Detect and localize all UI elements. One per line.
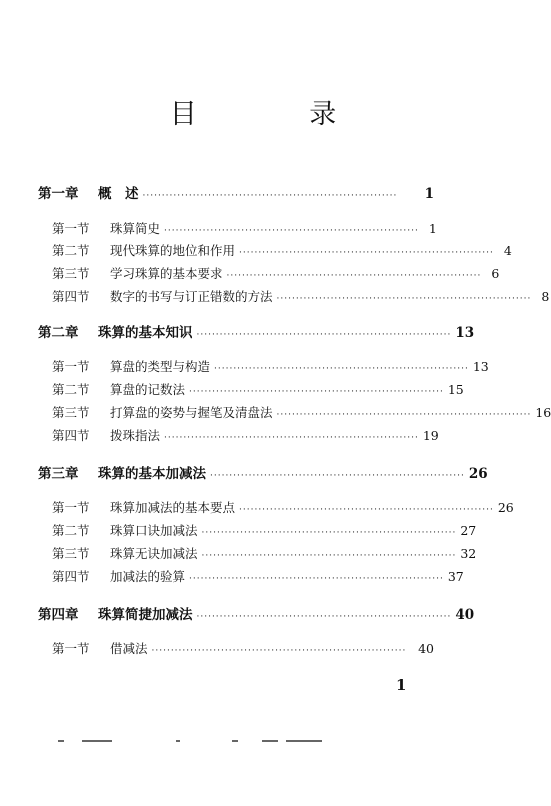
dot-leader: ·································································· <box>196 612 452 622</box>
section-title: 打算盘的姿势与握笔及清盘法 <box>110 405 273 420</box>
toc-section-3-4[interactable] <box>52 567 464 585</box>
section-title: 珠算口诀加减法 <box>110 523 198 538</box>
toc-section-1-2[interactable] <box>52 241 512 259</box>
section-page: 32 <box>460 546 477 561</box>
section-title: 数字的书写与订正错数的方法 <box>110 289 273 304</box>
dot-leader: ·································································· <box>239 248 494 258</box>
chapter-title: 珠算简捷加减法 <box>98 607 193 623</box>
chapter-page: 1 <box>424 186 434 202</box>
section-page: 16 <box>535 405 551 420</box>
chapter-label: 第四章 <box>38 607 79 623</box>
dot-leader: ·································································· <box>151 646 407 656</box>
scan-speck <box>176 740 180 742</box>
dot-leader: ·································································· <box>164 433 419 443</box>
dot-leader: ·································································· <box>239 505 494 515</box>
section-title: 珠算无诀加减法 <box>110 546 198 561</box>
section-label: 第三节 <box>52 405 90 420</box>
toc-chapter-2[interactable] <box>38 321 475 341</box>
section-page: 27 <box>460 523 477 538</box>
section-label: 第四节 <box>52 289 90 304</box>
scan-speck <box>232 740 238 742</box>
toc-section-3-2[interactable] <box>52 521 477 539</box>
toc-section-2-3[interactable] <box>52 403 551 421</box>
dot-leader: ·································································· <box>201 528 457 538</box>
section-label: 第四节 <box>52 569 90 584</box>
section-label: 第一节 <box>52 641 90 656</box>
toc-section-3-1[interactable] <box>52 498 514 516</box>
toc-chapter-3[interactable] <box>38 462 488 482</box>
dot-leader: ·································································· <box>276 410 532 420</box>
toc-section-3-3[interactable] <box>52 544 477 562</box>
section-label: 第二节 <box>52 243 90 258</box>
section-title: 算盘的记数法 <box>110 382 186 397</box>
section-page: 19 <box>422 428 439 443</box>
section-page: 15 <box>447 382 464 397</box>
page-title: 目 录 <box>169 99 389 130</box>
toc-chapter-4[interactable] <box>38 603 475 623</box>
section-title: 拨珠指法 <box>110 428 161 443</box>
chapter-label: 第三章 <box>38 466 79 482</box>
section-page: 37 <box>447 569 464 584</box>
section-label: 第四节 <box>52 428 90 443</box>
toc-section-1-3[interactable] <box>52 264 500 282</box>
chapter-label: 第二章 <box>38 325 79 341</box>
page-number: 1 <box>396 676 407 694</box>
section-page: 40 <box>418 641 434 656</box>
toc-chapter-1[interactable] <box>38 182 434 202</box>
section-title: 现代珠算的地位和作用 <box>110 243 236 258</box>
section-page: 4 <box>503 243 512 258</box>
section-label: 第一节 <box>52 359 90 374</box>
chapter-page: 26 <box>468 466 488 482</box>
dot-leader: ·································································· <box>214 364 469 374</box>
chapter-label: 第一章 <box>38 186 79 202</box>
section-page: 26 <box>497 500 514 515</box>
section-page: 8 <box>541 289 550 304</box>
toc-section-1-4[interactable] <box>52 287 550 305</box>
dot-leader: ·································································· <box>276 294 532 304</box>
toc-section-2-2[interactable] <box>52 380 464 398</box>
section-title: 珠算加减法的基本要点 <box>110 500 236 515</box>
scan-speck <box>82 740 112 742</box>
dot-leader: ·································································· <box>142 191 398 201</box>
scan-speck <box>286 740 322 742</box>
toc-section-1-1[interactable] <box>52 219 437 237</box>
scan-speck <box>262 740 278 742</box>
section-title: 加减法的验算 <box>110 569 186 584</box>
section-page: 13 <box>472 359 489 374</box>
toc-section-2-4[interactable] <box>52 426 439 444</box>
section-title: 学习珠算的基本要求 <box>110 266 223 281</box>
section-label: 第二节 <box>52 382 90 397</box>
section-label: 第二节 <box>52 523 90 538</box>
dot-leader: ·································································· <box>210 471 465 481</box>
chapter-title: 概 述 <box>98 186 139 202</box>
dot-leader: ·································································· <box>189 387 444 397</box>
toc-section-2-1[interactable] <box>52 357 489 375</box>
chapter-title: 珠算的基本知识 <box>98 325 193 341</box>
section-page: 6 <box>491 266 500 281</box>
dot-leader: ·································································· <box>226 271 482 281</box>
dot-leader: ·································································· <box>164 226 419 236</box>
toc-section-4-1[interactable] <box>52 639 434 657</box>
section-title: 算盘的类型与构造 <box>110 359 211 374</box>
dot-leader: ·································································· <box>201 551 457 561</box>
section-label: 第一节 <box>52 500 90 515</box>
scan-speck <box>58 740 64 742</box>
section-label: 第一节 <box>52 221 90 236</box>
section-title: 珠算简史 <box>110 221 161 236</box>
chapter-page: 13 <box>455 325 475 341</box>
dot-leader: ·································································· <box>189 574 444 584</box>
dot-leader: ·································································· <box>196 330 452 340</box>
chapter-title: 珠算的基本加减法 <box>98 466 206 482</box>
section-title: 借减法 <box>110 641 148 656</box>
chapter-page: 40 <box>455 607 475 623</box>
section-label: 第三节 <box>52 266 90 281</box>
section-page: 1 <box>428 221 437 236</box>
section-label: 第三节 <box>52 546 90 561</box>
